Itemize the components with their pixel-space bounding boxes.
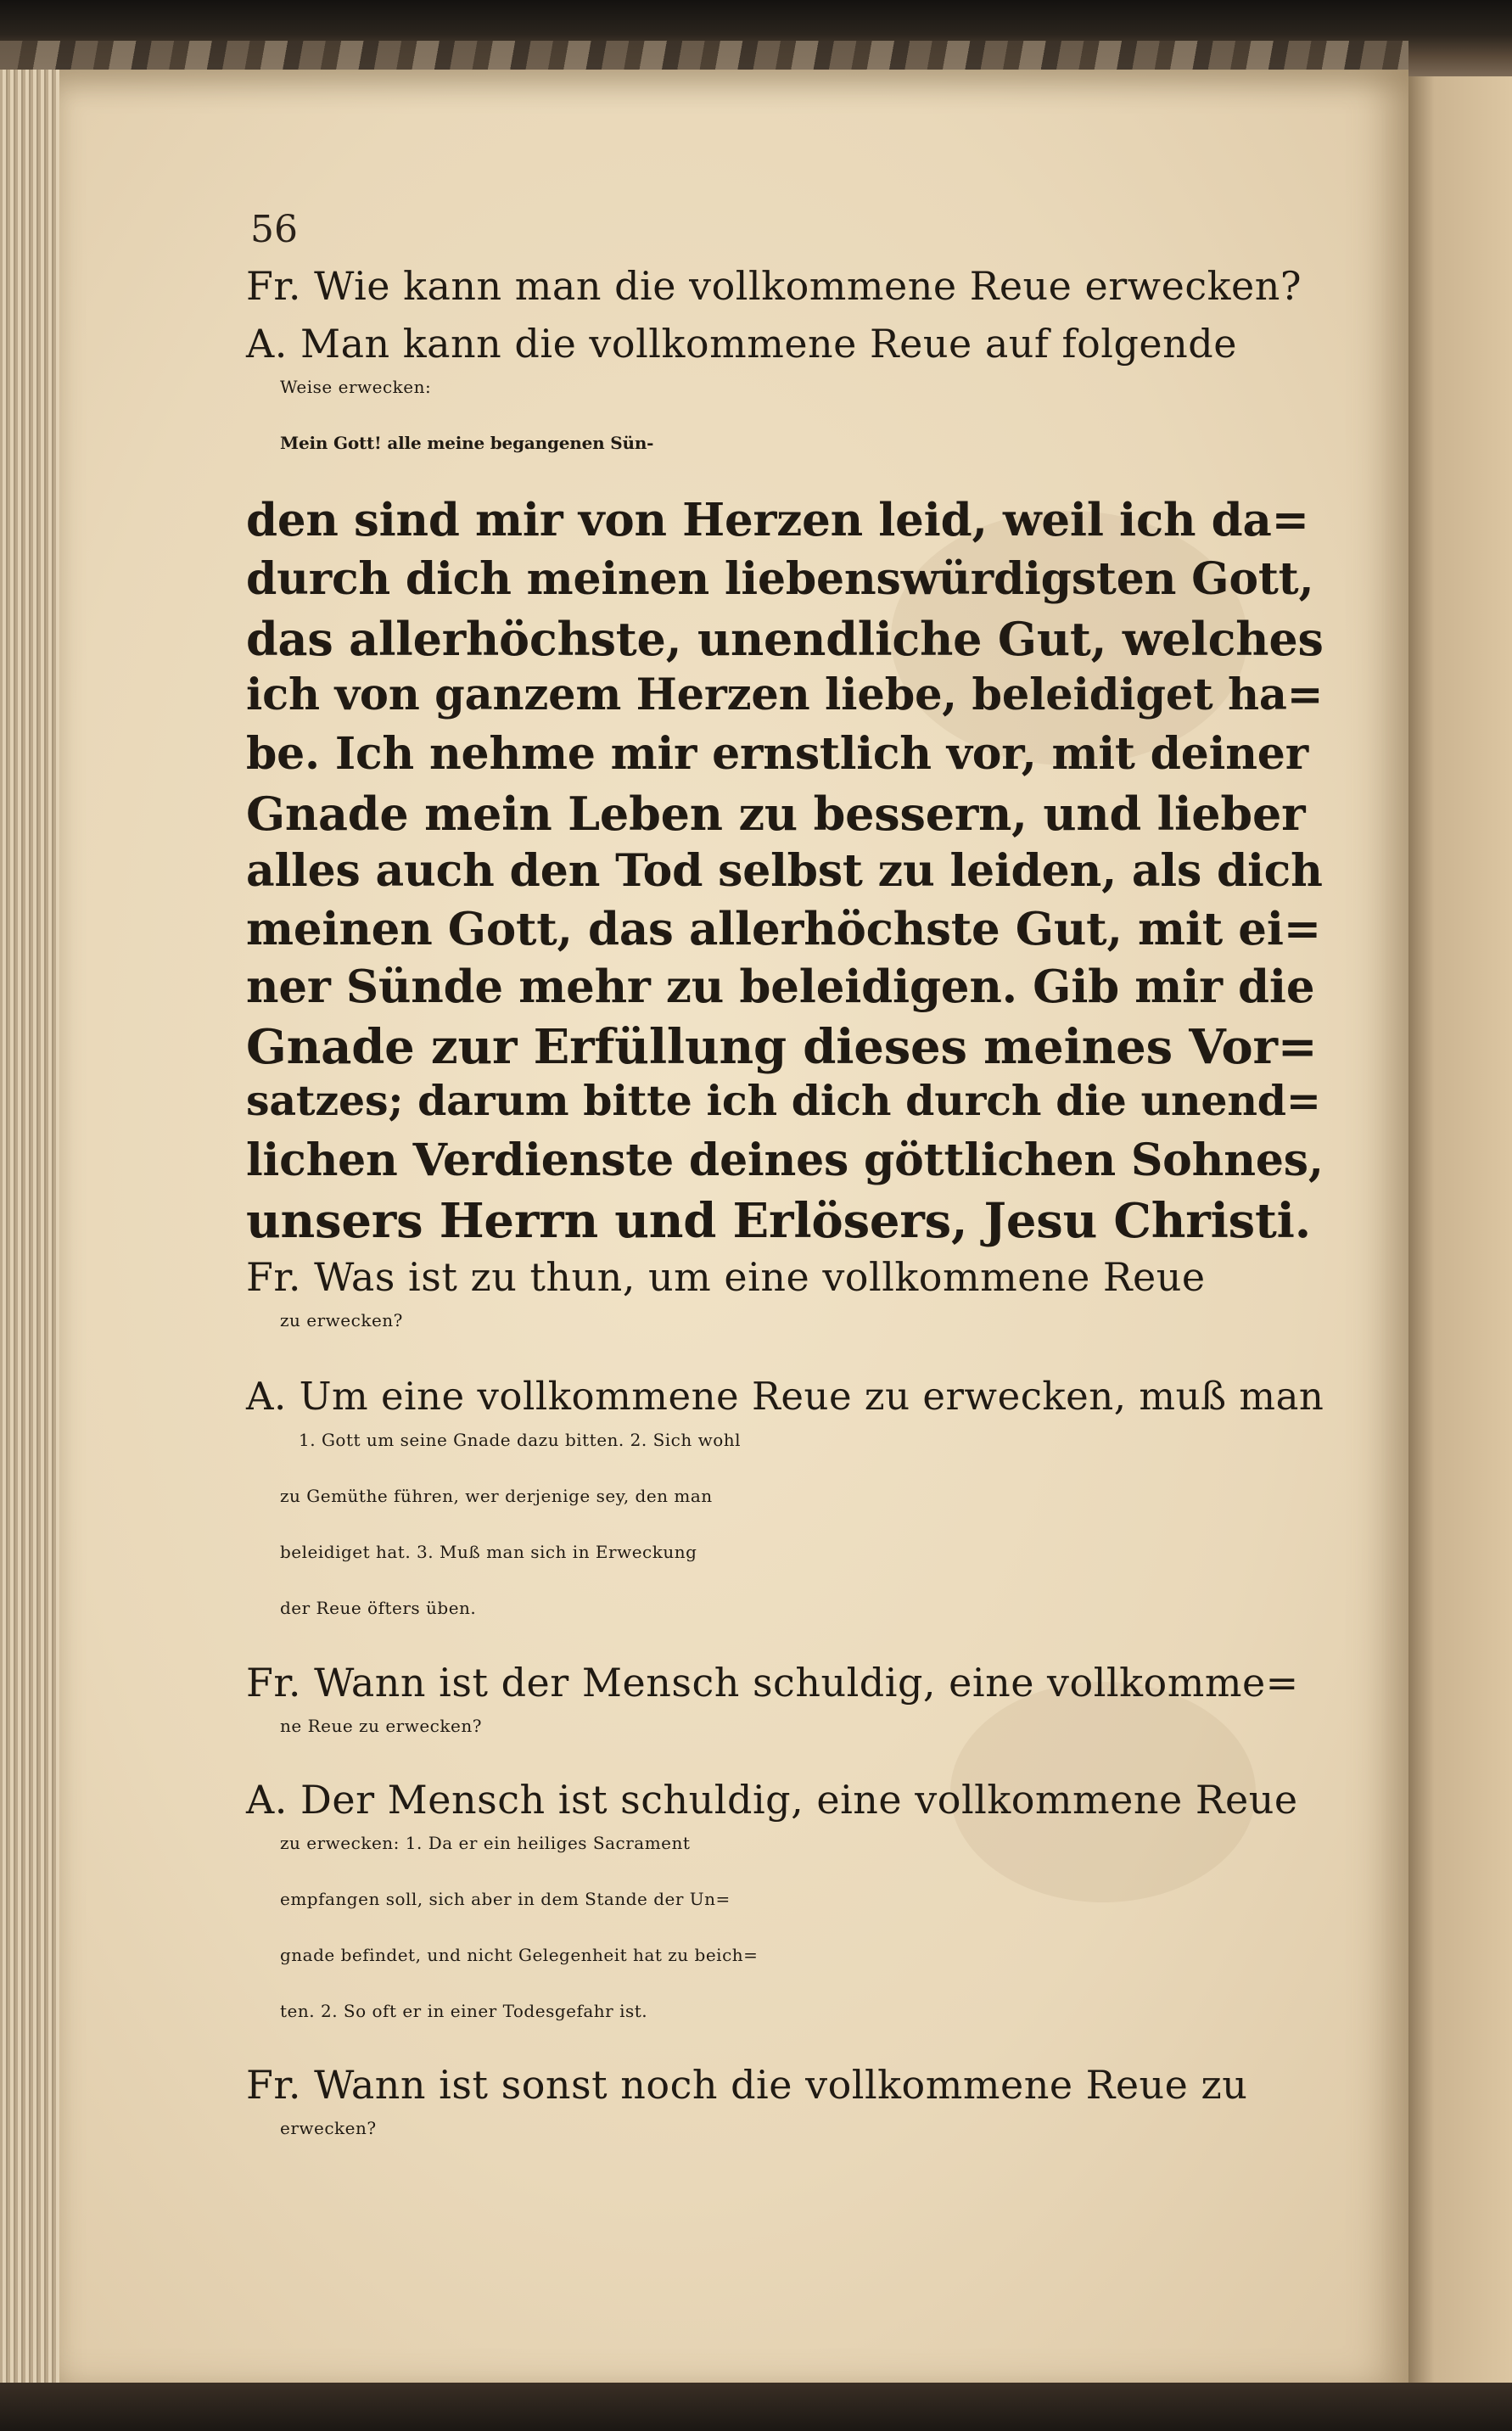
text-line: erwecken? bbox=[280, 2118, 377, 2138]
prayer-line: unsers Herrn und Erlösers, Jesu Christi. bbox=[246, 1193, 1312, 1249]
prayer-line: be. Ich nehme mir ernstlich vor, mit deiner bbox=[246, 728, 1308, 780]
text-line: 1. Gott um seine Gnade dazu bitten. 2. Sich wohl bbox=[299, 1430, 742, 1450]
book-bottom-edge bbox=[0, 2383, 1512, 2431]
text-line: Fr. Wie kann man die vollkommene Reue erwecken? bbox=[246, 263, 1302, 309]
text-line: A. Man kann die vollkommene Reue auf folgende bbox=[246, 321, 1237, 367]
cover-pattern bbox=[0, 41, 1408, 73]
text-line: Fr. Wann ist sonst noch die vollkommene Reue zu bbox=[246, 2062, 1248, 2108]
text-line: der Reue öfters üben. bbox=[280, 1598, 477, 1618]
prayer-line: alles auch den Tod selbst zu leiden, als dich bbox=[246, 845, 1323, 897]
text-line: zu Gemüthe führen, wer derjenige sey, den man bbox=[280, 1486, 713, 1506]
text-line: Fr. Was ist zu thun, um eine vollkommene Reue bbox=[246, 1254, 1206, 1300]
page-number: 56 bbox=[250, 208, 298, 251]
text-line: A. Der Mensch ist schuldig, eine vollkommene Reue bbox=[246, 1777, 1298, 1823]
text-line: zu erwecken? bbox=[280, 1310, 403, 1330]
text-line: beleidiget hat. 3. Muß man sich in Erweckung bbox=[280, 1542, 697, 1562]
prayer-line: den sind mir von Herzen leid, weil ich da= bbox=[246, 494, 1309, 546]
prayer-line: Gnade zur Erfüllung dieses meines Vor= bbox=[246, 1019, 1318, 1075]
prayer-line: Gnade mein Leben zu bessern, und lieber bbox=[246, 787, 1306, 841]
prayer-line: lichen Verdienste deines göttlichen Sohnes, bbox=[246, 1134, 1324, 1186]
text-line: ne Reue zu erwecken? bbox=[280, 1716, 482, 1736]
prayer-line: meinen Gott, das allerhöchste Gut, mit ei= bbox=[246, 903, 1321, 955]
prayer-line: ner Sünde mehr zu beleidigen. Gib mir die bbox=[246, 961, 1315, 1013]
text-line: ten. 2. So oft er in einer Todesgefahr ist. bbox=[280, 2001, 648, 2021]
text-line: zu erwecken: 1. Da er ein heiliges Sacrament bbox=[280, 1833, 691, 1853]
prayer-line: Mein Gott! alle meine begangenen Sün- bbox=[280, 433, 654, 453]
facing-page-edge bbox=[1408, 76, 1512, 2384]
text-line: gnade befindet, und nicht Gelegenheit hat zu beich= bbox=[280, 1945, 759, 1965]
prayer-line: durch dich meinen liebenswürdigsten Gott, bbox=[246, 553, 1314, 605]
prayer-line: satzes; darum bitte ich dich durch die unend= bbox=[246, 1076, 1321, 1125]
text-line: Weise erwecken: bbox=[280, 377, 432, 397]
page-stack-edges bbox=[0, 70, 61, 2384]
prayer-line: ich von ganzem Herzen liebe, beleidiget ha= bbox=[246, 669, 1324, 720]
text-line: Fr. Wann ist der Mensch schuldig, eine vollkomme= bbox=[246, 1660, 1299, 1706]
text-line: empfangen soll, sich aber in dem Stande der Un= bbox=[280, 1889, 731, 1909]
prayer-line: das allerhöchste, unendliche Gut, welches bbox=[246, 612, 1324, 666]
text-line: A. Um eine vollkommene Reue zu erwecken, muß man bbox=[246, 1374, 1324, 1419]
